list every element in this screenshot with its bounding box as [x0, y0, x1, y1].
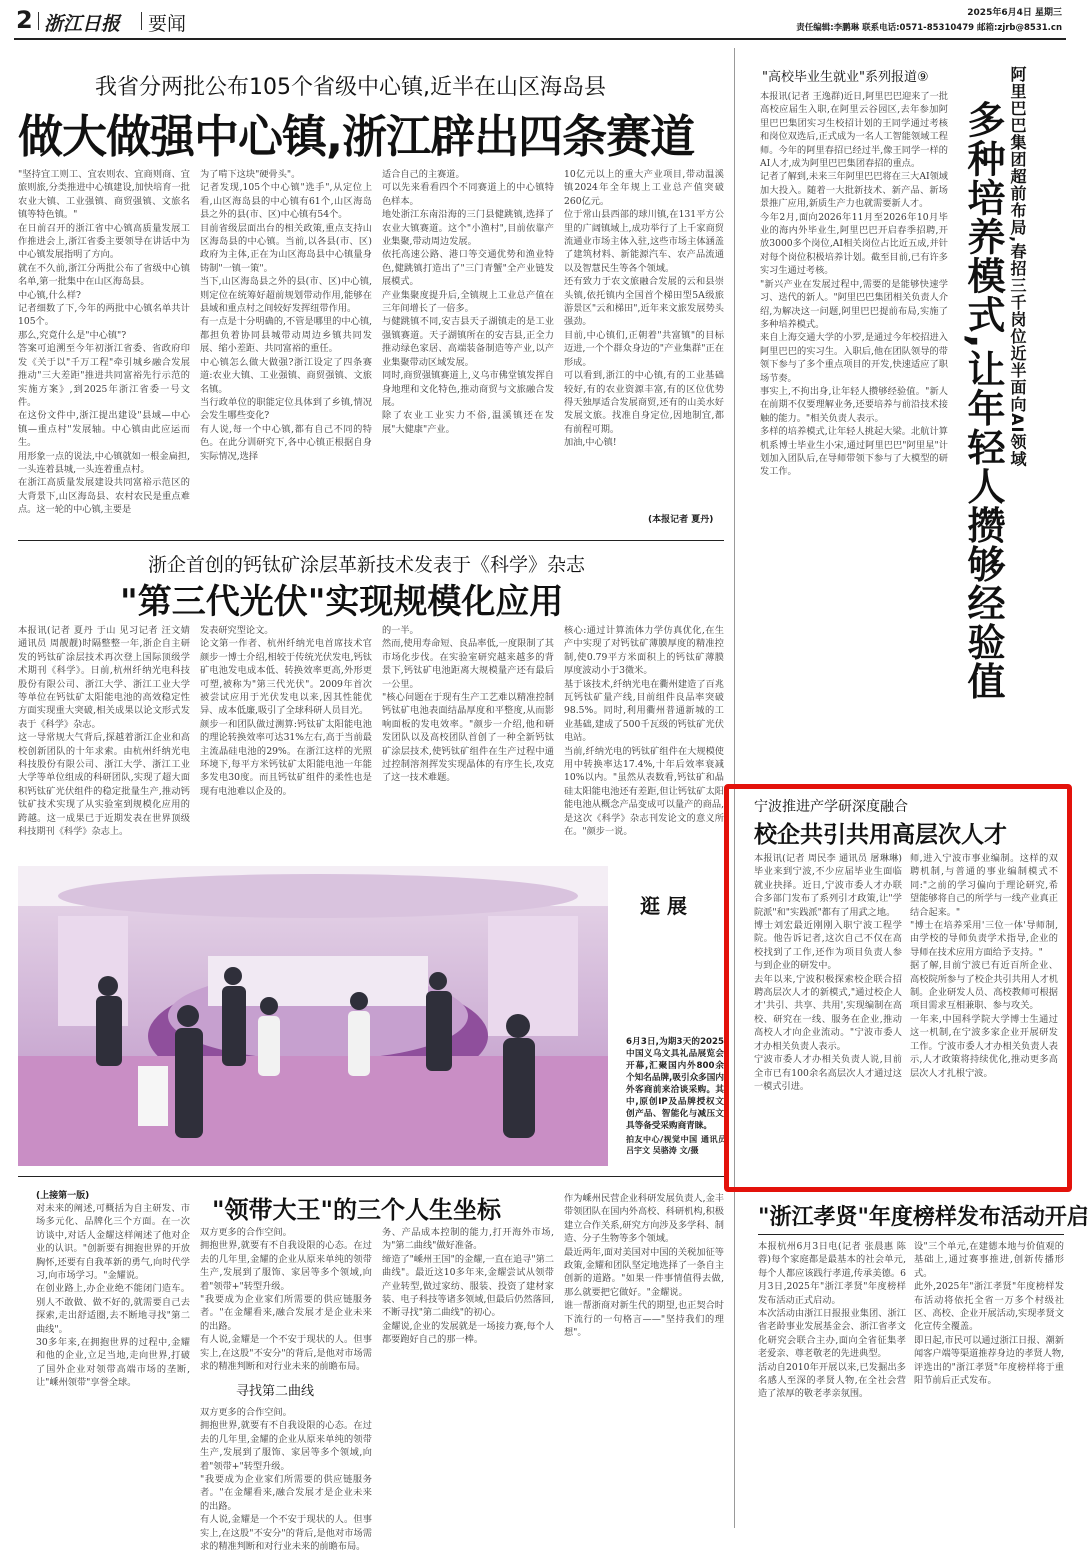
- article1-column: 为了啃下这块"硬骨头"。 记者发现,105个中心镇"选手",从定位上看,山区海岛县的中心镇有61个,山区海岛县之外的县(市、区)中心镇有54个。 目前省级层面出台的相关政策,重点支持山区海岛县的中心镇。当前,以各县(市、区)政府为主体,正在为山区海岛县中心镇量身铸制"一镇一策"。 当下,山区海岛县之外的县(市、区)中心镇,则定位在统筹好超前规划带动作用,能够在县域和重点村之间较好发挥纽带作用。 有一点是十分明确的,不管是哪里的中心镇,都担负着协同县城带动周边乡镇共同发展、缩小差距、共同富裕的重任。 中心镇怎么做大做强?浙江设定了四条赛道:农业大镇、工业强镇、商贸强镇、文旅名镇。 当行政单位的职能定位具体到了乡镇,情况会发生哪些变化? 有人说,每一个中心镇,都有自己不同的特色。在此分训研究下,各中心镇正根据自身实际情况,选择: [200, 169, 372, 462]
- series-body: 本报讯(记者 王逸群)近日,阿里巴巴迎来了一批高校应届生入职,在阿里云谷园区,去年参加阿里巴巴集团实习生校招计划的王同学通过考核和岗位双选后,正式成为一名人工智能领域工程师。今年的阿里春招已经过半,像王同学一样的AI人才,成为阿里巴巴集团春招的重点。 记者了解到,未来三年阿里巴巴将在三大AI领域加大投入。随着一大批新技术、新产品、新场景推广应用,新质生产力也就需要新人才。 今年2月,面向2026年11月至2026年10月毕业的海内外毕业生,阿里巴巴开启春季招聘,开放3000多个岗位,AI相关岗位占比近五成,并针对每个岗位积极培养计划。截至目前,已有许多实习生通过考核。 "新兴产业在发展过程中,需要的是能够快速学习、迭代的新人。"阿里巴巴集团相关负责人介绍,为解决这一问题,阿里巴巴提前布局,实施了多种培养模式。 来自上海交通大学的小罗,是通过今年校招进入阿里巴巴的实习生。入职后,他在团队领导的带领下参与了多个重点项目的开发,快速适应了职场节奏。 事实上,不拘出身,让年轻人攒够经验值。"新人在前期不仅要理解业务,还要培养与前沿技术接触的能力。"相关负责人表示。 多样的培养模式,让年轻人挑起大梁。北航计算机系博士毕业生小宋,通过阿里巴巴"阿里星"计划加入团队后,在导师带领下参与了大模型的研发工作。: [760, 91, 948, 478]
- article3-kicker: (上接第一版): [36, 1191, 90, 1201]
- article2-column: 本报讯(记者 夏丹 于山 见习记者 汪文婧 通讯员 周靓靓)时隔整整一年,浙企自主研发的钙钛矿涂层技术再次登上国际顶级学术期刊《科学》。日前,杭州纤纳光电科技股份有限公司、浙江大学、浙江工业大学等单位在钙钛矿太阳能电池的高效稳定性方面实现重大突破,相关成果以论文形式发表于《科学》杂志。 这一导常规大气背后,探越着浙江企业和高校创新团队的十年求索。由杭州纤纳光电科技股份有限公司、浙江大学、浙江工业大学等单位组成的科研团队,实现了超大面积钙钛矿光伏组件的稳定批量生产,推动钙钛矿技术实现了从实验室到规模化应用的跨越。这一成果已于近期发表在世界顶级科技期刊《科学》杂志上。: [18, 625, 190, 838]
- article3-subhead: 寻找第二曲线: [236, 1384, 315, 1399]
- highlight-headline: 校企共引共用高层次人才: [754, 822, 1007, 848]
- photo-credit: 拍友中心/视觉中国 通讯员 吕宇文 吴骆涛 文/摄: [626, 1135, 726, 1155]
- highlight-column: 师,进入宁波市事业编制。这样的双聘机制,与普通的事业编制模式不同:"之前的学习偏向于理论研究,希望能够将自己的所学与一线产业真正结合起来。" "博士在培养采用'三位一体'导师制,由学校的导师负责学术指导,企业的导师在技术应用方面给予支持。" 据了解,目前宁波已有近百所企业、高校院所参与了校企共引共用人才机制。企业研发人员、高校教师可根据项目需求互相兼职、参与攻关。 一年来,中国科学院大学博士生通过这一机制,在宁波多家企业开展研发工作。宁波市委人才办相关负责人表示,人才政策将持续优化,推动更多高层次人才扎根宁波。: [910, 853, 1058, 1079]
- section-divider: [758, 1234, 1064, 1235]
- series-label: "高校毕业生就业"系列报道⑨: [762, 70, 929, 85]
- expo-photo: [18, 866, 608, 1166]
- newspaper-name: 浙江日报: [44, 13, 121, 35]
- article2-kicker: 浙企首创的钙钛矿涂层革新技术发表于《科学》杂志: [148, 554, 586, 576]
- header-rule: [14, 38, 1066, 40]
- highlight-kicker: 宁波推进产学研深度融合: [754, 799, 908, 815]
- article3-headline: "领带大王"的三个人生坐标: [212, 1196, 502, 1224]
- series-headline: 多种培养模式,让年轻人攒够经验值: [961, 100, 1005, 701]
- expo-photo-graphic: [18, 866, 608, 1166]
- article1-column: 适合自己的主赛道。 可以先来看看四个不同赛道上的中心镇特色样本。 地处浙江东南沿海的三门县健跳镇,选择了农业大镇赛道。这个"小渔村",目前依靠产业集聚,带动周边发展。 依托高速公路、港口等交通优势和渔业特色,健跳镇打造出了"三门青蟹"全产业链发展模式。 产业集聚度提升后,全镇规上工业总产值在三年间增长了一倍多。 与健跳镇不同,安吉县天子湖镇走的是工业强镇赛道。天子湖镇所在的安吉县,正全力推动绿色家居、高端装备制造等产业,以产业集聚带动区域发展。 同时,商贸强镇赛道上,义乌市佛堂镇发挥自身地理和文化特色,推动商贸与文旅融合发展。 除了农业工业实力不俗,温溪镇还在发展"大健康"产业。: [382, 169, 554, 435]
- article3-column: 务、产品成本控制的能力,打开海外市场,为"第二曲线"做好准备。 缔造了"嵊州王国"的金耀,一直在追寻"第二曲线"。最近这10多年来,金耀尝试从领带产业转型,做过家纺、服装、投资了建材家装、电子科技等诸多领域,但最后仍然落回,不断寻找"第二曲线"的初心。 金耀说,企业的发展就是一场接力赛,每个人都要跑好自己的那一棒。: [382, 1227, 554, 1346]
- xiaoxian-column: 设"三个单元,在建德本地与价值观的基础上,通过赛事推进,创新传播形式。 此外,2025年"浙江孝贤"年度榜样发布活动将依托全省一万多个村级社区、高校、企业开展活动,实现孝贤文化宣传全覆盖。 即日起,市民可以通过浙江日报、潮新闻客户端等渠道推荐身边的孝贤人物,评选出的"浙江孝贤"年度榜样将于重阳节前后正式发布。: [914, 1241, 1064, 1387]
- section-name: 要闻: [148, 13, 187, 35]
- xiaoxian-headline: "浙江孝贤"年度榜样发布活动开启: [758, 1205, 1089, 1230]
- series-subhead: 阿里巴巴集团超前布局,春招三千岗位近半面向AI领域: [1008, 66, 1027, 468]
- article3-column: 作为嵊州民营企业科研发展负责人,金丰带领团队在国内外高校、科研机构,积极建立合作关系,研究方向涉及多学科、制造、分子生物等多个领域。 最近两年,面对美国对中国的关税加征等政策,金耀和团队坚定地选择了一条自主创新的道路。"如果一件事情值得去做,那么就要把它做好。"金耀说。 谁一帮浙商对新生代的期望,也正契合时下流行的一句格言——"坚持我们的理想"。: [564, 1193, 724, 1339]
- article3-column: 双方更多的合作空间。 拥抱世界,就要有不自我设限的心态。在过去的几年里,金耀的企业从原来单纯的领带生产,发展到了服饰、家居等多个领域,向着"领带+"转型升级。 "我要成为企业家们所需要的供应链服务者。"在金耀看来,融合发展才是企业未来的出路。 有人说,金耀是一个不安于现状的人。但事实上,在这股"不安分"的背后,是他对市场需求的精准判断和对行业未来的前瞻布局。: [200, 1407, 372, 1553]
- xiaoxian-column: 本报杭州6月3日电(记者 张晨惠 陈蓉)每个家庭都是最基本的社会单元,每个人都应该践行孝道,传承美德。6月3日,2025年"浙江孝贤"年度榜样发布活动正式启动。 本次活动由浙江日报报业集团、浙江省老龄事业发展基金会、浙江省孝文化研究会联合主办,面向全省征集孝老爱亲、尊老敬老的先进典型。 活动自2010年开展以来,已发掘出多名感人至深的孝贤人物,在全社会营造了浓厚的敬老孝亲氛围。: [758, 1241, 906, 1400]
- highlight-column: 本报讯(记者 周民李 通讯员 屠琳琳)毕业来到宁波,不少应届毕业生面临就业抉择。近日,宁波市委人才办联合多部门发布了系列引才政策,让"学院派"和"实践派"都有了用武之地。 博士刘宏最近刚刚入职宁波工程学院。他告诉记者,这次自己不仅在高校找到了工作,还作为项目负责人参与到企业的研发中。 去年以来,宁波积极探索校企联合招聘高层次人才的新模式,"通过校企人才'共引、共享、共用',实现编制在高校、研究在一线、服务在企业,推动高校人才向企业流动。"宁波市委人才办相关负责人表示。 宁波市委人才办相关负责人说,目前全市已有100余名高层次人才通过这一模式引进。: [754, 853, 902, 1092]
- article1-byline: (本报记者 夏丹): [648, 515, 714, 525]
- article3-column: 双方更多的合作空间。 拥抱世界,就要有不自我设限的心态。在过去的几年里,金耀的企业从原来单纯的领带生产,发展到了服饰、家居等多个领域,向着"领带+"转型升级。 "我要成为企业家们所需要的供应链服务者。"在金耀看来,融合发展才是企业未来的出路。 有人说,金耀是一个不安于现状的人。但事实上,在这股"不安分"的背后,是他对市场需求的精准判断和对行业未来的前瞻布局。: [200, 1227, 372, 1373]
- issue-date: 2025年6月4日 星期三: [967, 8, 1062, 18]
- section-divider: [18, 1176, 724, 1177]
- article1-column: 10亿元以上的重大产业项目,带动温溪镇2024年全年规上工业总产值突破260亿元。 位于常山县西部的球川镇,在131平方公里的广阔镇域上,成功举行了上千家商贸流通业市场主体入驻,这些市场主体涵盖了建筑材料、新能源汽车、农产品流通以及智慧民生等各个领域。 还有致力于农文旅融合发展的云和县崇头镇,依托镇内全国首个梯田型5A级旅游景区"云和梯田",近年来文旅发展势头强劲。 目前,中心镇们,正朝着"共富镇"的目标迈进,一个个群众身边的"产业集群"正在形成。 可以看到,浙江的中心镇,有的工业基础较好,有的农业资源丰富,有的区位优势得天独厚适合发展商贸,还有的山美水好发展文旅。找准自身定位,因地制宜,都有前程可期。 加油,中心镇!: [564, 169, 724, 449]
- photo-caption-title: 逛 展: [640, 894, 687, 918]
- article2-column: 核心:通过计算流体力学仿真优化,在生产中实现了对钙钛矿薄膜厚度的精准控制,使0.79平方米面积上的钙钛矿薄膜厚度波动小于3微米。 基于该技术,纤纳光电在衢州建造了百兆瓦钙钛矿量产线,目前组件良品率突破98.5%。同时,利用衢州普通新城的工业基础,建成了500千瓦级的钙钛矿光伏电站。 当前,纤纳光电的钙钛矿组件在大规模使用中转换率达17.4%,十年后效率衰减10%以内。"虽然从表数看,钙钛矿和晶硅太阳能电池还有差距,但让钙钛矿太阳能电池从概念产品变成可以量产的商品,是这次《科学》杂志刊发论文的意义所在。"颜步一说。: [564, 625, 724, 838]
- header-separator: [141, 12, 142, 30]
- editor-info: 责任编辑:李鹏琳 联系电话:0571-85310479 邮箱:zjrb@8531.cn: [796, 23, 1062, 33]
- article2-column: 的一半。 然而,使用寿命短、良品率低,一度限制了其市场化步伐。在实验室研究越来越多的背景下,钙钛矿电池距离大规模量产还有最后一公里。 "核心问题在于现有生产工艺难以精准控制钙钛矿电池表面结晶厚度和平整度,从而影响面板的发电效率。"颜步一介绍,他和研发团队以及高校团队首创了一种全新钙钛矿涂层技术,使钙钛矿组件在生产过程中通过控制溶剂挥发实现晶体的有序生长,攻克了这一技术难题。: [382, 625, 554, 784]
- article2-column: 发表研究型论文。 论文第一作者、杭州纤纳光电首席技术官颜步一博士介绍,相较于传统光伏发电,钙钛矿电池发电成本低、转换效率更高,外形更可塑,被称为"第三代光伏"。2009年首次被尝试应用于光伏发电以来,因其性能优异、成本低廉,吸引了全球科研人员目光。 颜步一和团队做过测算:钙钛矿太阳能电池的理论转换效率可达31%左右,高于当前最主流晶硅电池的29%。在浙江这样的光照环境下,每平方米钙钛矿太阳能电池一年能多发电30度。而且钙钛矿组件的柔性也是现有电池难以企及的。: [200, 625, 372, 797]
- section-divider: [18, 540, 724, 541]
- article1-headline: 做大做强中心镇,浙江辟出四条赛道: [18, 110, 695, 163]
- page-number: 2: [16, 6, 33, 34]
- article2-headline: "第三代光伏"实现规模化应用: [120, 582, 564, 622]
- article3-column: 对未来的阐述,可概括为自主研发、市场多元化、品牌化三个方面。在一次访谈中,对话人金耀这样阐述了他对企业的认识。"创新要有拥抱世界的开放胸怀,还要有自我革新的勇气,向时代学习,向市场学习。"金耀说。 在创业路上,办企业绝不能闭门造车。别人不敢做、做不好的,就需要自己去探索,走出舒适圈,去不断地寻找"第二曲线"。 30多年来,在拥抱世界的过程中,金耀和他的企业,立足当地,走向世界,打破了国外企业对领带高端市场的垄断,让"嵊州领带"享誉全球。: [36, 1203, 190, 1389]
- photo-caption: 6月3日,为期3天的2025中国义乌文具礼品展览会开幕,汇聚国内外800余个知名品牌,吸引众多国内外客商前来洽谈采购。其中,原创IP及品牌授权文创产品、智能化与减压文具等备受采购商青睐。: [626, 1037, 724, 1131]
- article1-column: "坚持宜工则工、宜农则农、宜商则商、宜旅则旅,分类推进中心镇建设,加快培育一批农业大镇、工业强镇、商贸强镇、文旅名镇等特色镇。" 在日前召开的浙江省中心镇高质量发展工作推进会上,浙江省委主要领导在讲话中为中心镇发展指明了方向。 就在不久前,浙江分两批公布了省级中心镇名单,第一批集中在山区海岛县。 中心镇,什么样? 记者细数了下,今年的两批中心镇名单共计105个。 那么,究竟什么是"中心镇"? 答案可追溯至今年初浙江省委、省政府印发《关于以"千万工程"牵引城乡融合发展推动"三大差距"推进共同富裕先行示范的实施方案》,到2025年浙江省委一号文件。 在这份文件中,浙江提出建设"县域—中心镇—重点村"发展轴。中心镇由此应运而生。 用形象一点的说法,中心镇就如一根金扁担,一头连着县城,一头连着重点村。 在浙江高质量发展建设共同富裕示范区的大背景下,山区海岛县、农村农民是重点难点。这一轮的中心镇,主要是: [18, 169, 190, 516]
- article1-kicker: 我省分两批公布105个省级中心镇,近半在山区海岛县: [95, 75, 606, 100]
- header-separator: [38, 12, 39, 30]
